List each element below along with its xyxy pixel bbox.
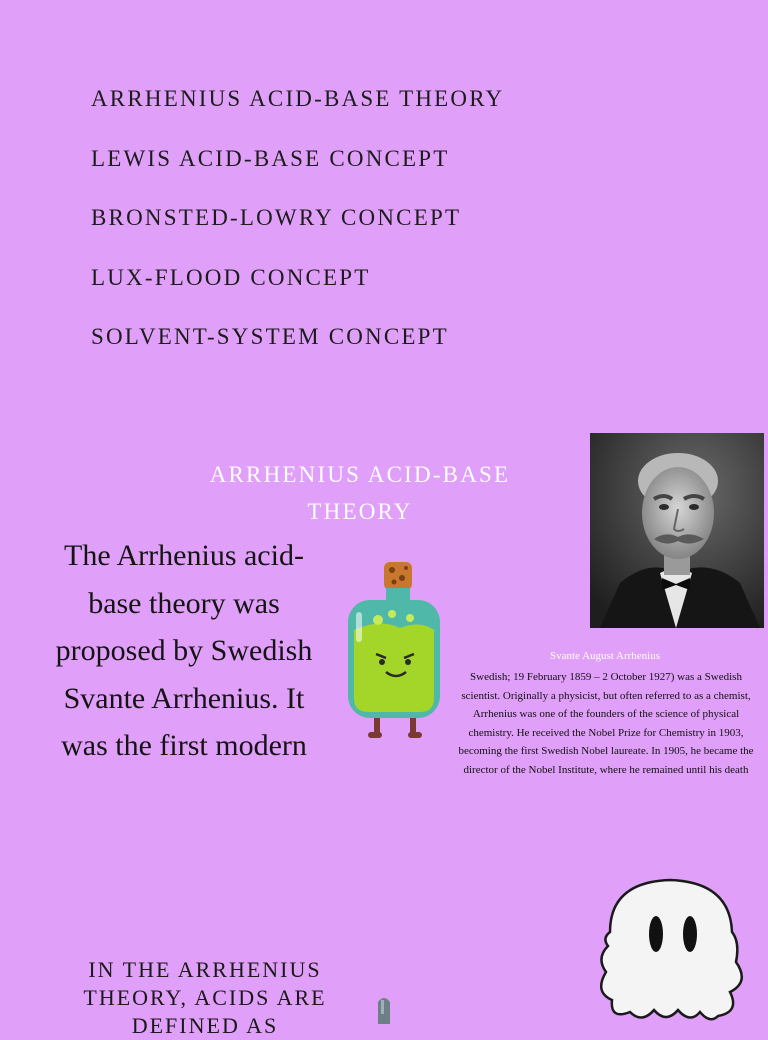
- topic-item: LUX-FLOOD CONCEPT: [91, 264, 371, 290]
- topic-item: ARRHENIUS ACID-BASE THEORY: [91, 86, 505, 111]
- portrait-illustration: [590, 433, 764, 628]
- potion-bottle-icon: [340, 560, 450, 740]
- topic-item: BRONSTED-LOWRY CONCEPT: [91, 205, 462, 230]
- section-title: ARRHENIUS ACID-BASE THEORY: [209, 462, 511, 524]
- bottle-tip-icon: [372, 994, 396, 1024]
- topic-item: LEWIS ACID-BASE CONCEPT: [91, 145, 450, 171]
- topic-item: SOLVENT-SYSTEM CONCEPT: [91, 324, 449, 349]
- melting-smiley-icon: [590, 872, 750, 1024]
- portrait-caption-name: Svante August Arrhenius: [550, 650, 660, 662]
- bottom-heading: IN THE ARRHENIUS THEORY, ACIDS ARE DEFINED AS: [83, 957, 327, 1038]
- portrait-caption-bio: Swedish; 19 February 1859 – 2 October 1927) was a Swedish scientist. Originally a physicist, but often referred to as a chemist, Arrhenius was one of the founders of the science of physical chemistry. He received the Nobel Prize for Chemistry in 1903, becoming the first Swedish Nobel laureate. In 1905, he became the director of the Nobel Institute, where he remained until his death: [458, 671, 754, 776]
- portrait-photo: [590, 433, 764, 628]
- section-body: The Arrhenius acid-base theory was proposed by Swedish Svante Arrhenius. It was the first modern: [55, 539, 313, 762]
- topic-list: [91, 84, 504, 382]
